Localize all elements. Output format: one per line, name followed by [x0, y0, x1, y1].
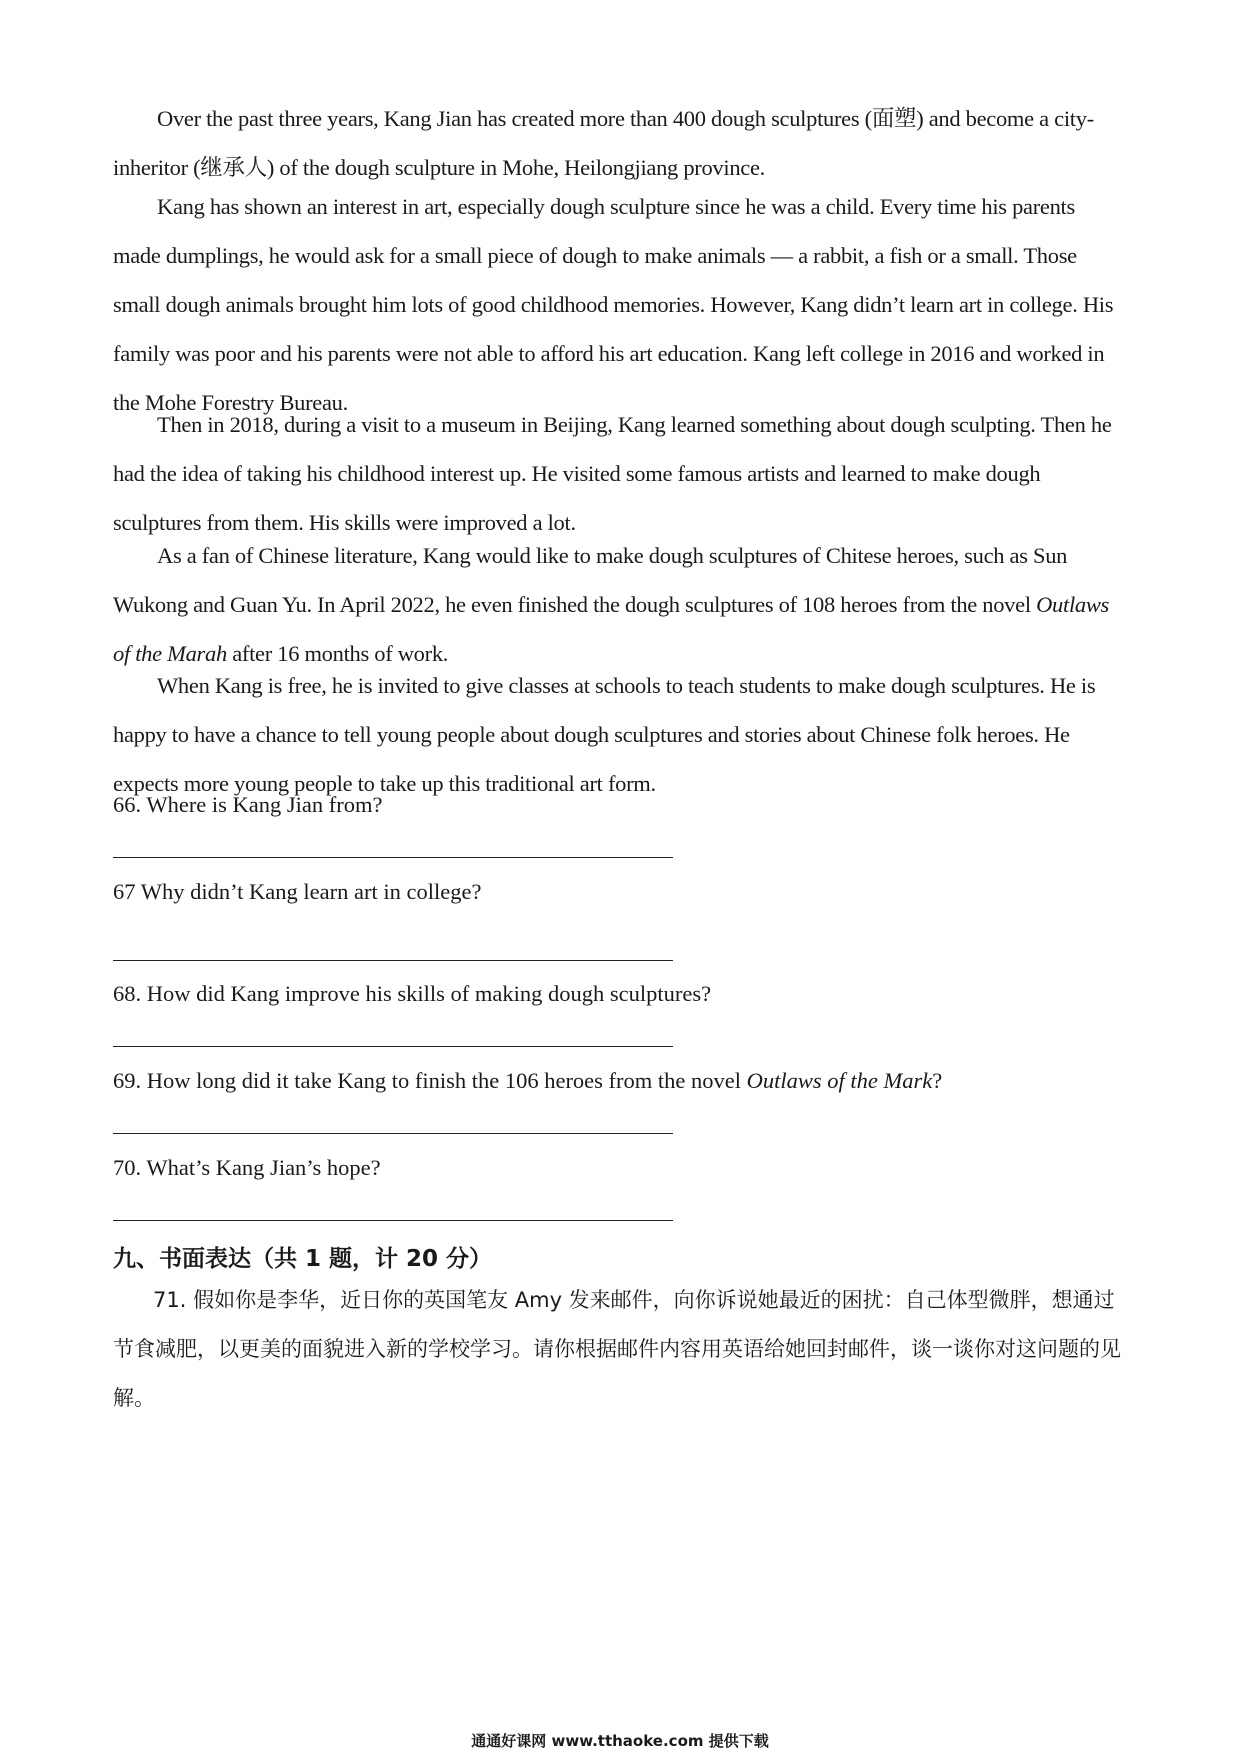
- writing-prompt: [113, 1276, 1128, 1423]
- passage-paragraph-4-tail: after 16 months of work.: [226, 641, 449, 666]
- passage-paragraph-4: [113, 531, 1123, 678]
- question-68: 68. How did Kang improve his skills of making dough sculptures?: [113, 981, 712, 1006]
- question-69-mark: ?: [932, 1068, 943, 1093]
- question-70: 70. What’s Kang Jian’s hope?: [113, 1155, 381, 1180]
- passage-paragraph-4-text: As a fan of Chinese literature, Kang would like to make dough sculptures of Chitese heroes, such as Sun Wukong and Guan Yu. In April 2022, he even finished the dough sculptures of 108 heroes from the novel: [113, 543, 1068, 617]
- answer-line-69[interactable]: [113, 1133, 673, 1134]
- answer-line-70[interactable]: [113, 1220, 673, 1221]
- passage-paragraph-1: [113, 94, 1123, 192]
- answer-line-67[interactable]: [113, 960, 673, 961]
- passage-paragraph-3-text: Then in 2018, during a visit to a museum in Beijing, Kang learned something about dough sculpting. Then he had the idea of taking his childhood interest up. He visited some famous artists and learned to make dough sculptures from them. His skills were improved a lot.: [113, 412, 1112, 535]
- passage-paragraph-1-text: Over the past three years, Kang Jian has created more than 400 dough sculptures (面塑) and become a city-inheritor (继承人) of the dough sculpture in Mohe, Heilongjiang province.: [113, 106, 1094, 180]
- passage-paragraph-5: [113, 661, 1123, 808]
- page-footer: 通通好课网 www.tthaoke.com 提供下载: [471, 1732, 769, 1750]
- question-69-novel-title: Outlaws of the Mark: [746, 1068, 933, 1093]
- passage-paragraph-2-text: Kang has shown an interest in art, especially dough sculpture since he was a child. Every time his parents made dumplings, he would ask for a small piece of dough to make animals — a rabbit, a fish or a small. Those small dough animals brought him lots of good childhood memories. However, Kang didn’t learn art in college. His family was poor and his parents were not able to afford his art education. Kang left college in 2016 and worked in the Mohe Forestry Bureau.: [113, 194, 1114, 415]
- question-67: 67 Why didn’t Kang learn art in college?: [113, 879, 482, 904]
- question-69: [113, 1066, 942, 1096]
- question-69-text: 69. How long did it take Kang to finish the 106 heroes from the novel: [113, 1068, 747, 1093]
- passage-paragraph-5-text: When Kang is free, he is invited to give classes at schools to teach students to make dough sculptures. He is happy to have a chance to tell young people about dough sculptures and stories about Chinese folk heroes. He expects more young people to take up this traditional art form.: [113, 673, 1096, 796]
- writing-prompt-text: 71. 假如你是李华，近日你的英国笔友 Amy 发来邮件，向你诉说她最近的困扰：自己体型微胖，想通过节食减肥，以更美的面貌进入新的学校学习。请你根据邮件内容用英语给她回封邮件，谈一谈你对这问题的见解。: [113, 1288, 1121, 1410]
- answer-line-66[interactable]: [113, 857, 673, 858]
- answer-line-68[interactable]: [113, 1046, 673, 1047]
- question-66: 66. Where is Kang Jian from?: [113, 792, 383, 817]
- novel-title: Outlaws of the Marah: [113, 592, 1110, 666]
- passage-paragraph-2: [113, 182, 1123, 427]
- section-title-writing: 九、书面表达（共 1 题，计 20 分）: [113, 1246, 493, 1272]
- passage-paragraph-3: [113, 400, 1123, 547]
